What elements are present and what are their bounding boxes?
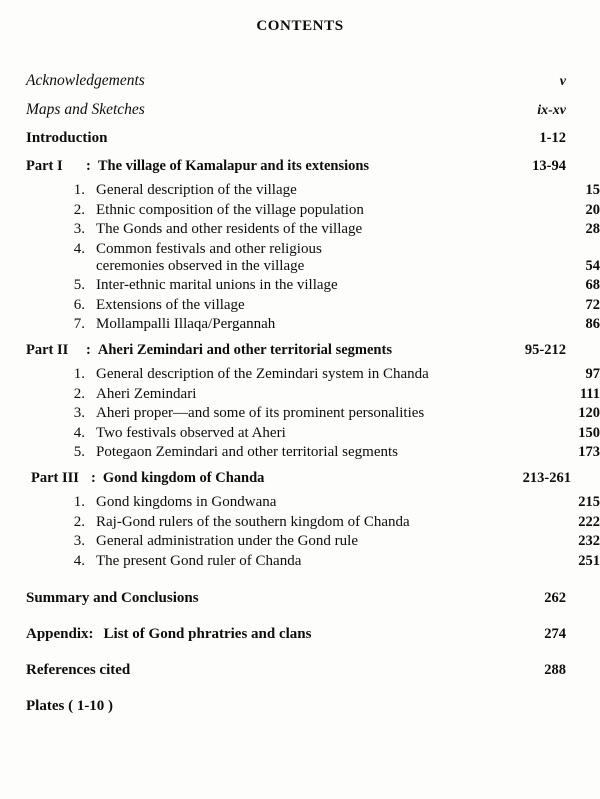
toc-item-title: General description of the village bbox=[96, 182, 297, 198]
toc-item-title: The present Gond ruler of Chanda bbox=[96, 552, 302, 569]
toc-item-number: 3. bbox=[73, 533, 85, 549]
toc-item-label bbox=[60, 241, 586, 275]
toc-item[interactable] bbox=[26, 221, 600, 238]
toc-item-label bbox=[60, 405, 578, 422]
toc-item-label bbox=[60, 444, 578, 461]
toc-item-label bbox=[60, 386, 580, 403]
toc-item-number: 1. bbox=[73, 366, 85, 382]
toc-item-title: Aheri proper—and some of its prominent personalities bbox=[96, 405, 425, 421]
toc-item-page: 222 bbox=[578, 513, 600, 530]
toc-item-number: 6. bbox=[73, 296, 85, 313]
toc-item-title-line1: Common festivals and other religious bbox=[96, 240, 322, 257]
toc-part-label bbox=[26, 342, 525, 359]
toc-item[interactable] bbox=[26, 182, 600, 199]
toc-item-page: 215 bbox=[578, 494, 600, 510]
toc-item-number: 7. bbox=[73, 316, 85, 332]
toc-item-label bbox=[60, 514, 578, 531]
toc-item-title: General administration under the Gond rule bbox=[96, 533, 359, 549]
toc-part-colon: : bbox=[86, 158, 91, 174]
toc-item-title: Potegaon Zemindari and other territorial segments bbox=[96, 444, 398, 460]
toc-item-page: 28 bbox=[585, 221, 600, 237]
toc-entry-label: Introduction bbox=[26, 130, 108, 146]
toc-entry-page: 262 bbox=[544, 590, 566, 606]
toc-item-title: Raj-Gond rulers of the southern kingdom of Chanda bbox=[96, 513, 410, 530]
toc-item-number: 5. bbox=[73, 444, 85, 460]
toc-entry-page: 1-12 bbox=[539, 130, 566, 146]
toc-item-number: 1. bbox=[73, 494, 85, 510]
toc-entry-label: Summary and Conclusions bbox=[26, 590, 199, 606]
toc-item-title: General description of the Zemindari system in Chanda bbox=[96, 366, 429, 382]
toc-item[interactable] bbox=[26, 277, 600, 294]
toc-item-title: Two festivals observed at Aheri bbox=[96, 424, 286, 441]
toc-part-heading-2[interactable] bbox=[26, 342, 566, 359]
toc-item-page: 120 bbox=[578, 405, 600, 421]
toc-item-label bbox=[60, 494, 578, 511]
toc-entry-appendix[interactable] bbox=[26, 626, 566, 643]
appendix-title: List of Gond phratries and clans bbox=[103, 626, 312, 642]
toc-item-label bbox=[60, 553, 578, 570]
toc-item-label bbox=[60, 533, 578, 550]
toc-item[interactable] bbox=[26, 202, 600, 219]
toc-item-number: 2. bbox=[73, 513, 85, 530]
toc-entry-label bbox=[26, 626, 544, 643]
toc-item-page: 251 bbox=[578, 552, 600, 569]
toc-item-number: 2. bbox=[73, 385, 85, 402]
toc-entry-maps-and-sketches[interactable] bbox=[26, 101, 566, 119]
toc-item-title: Mollampalli Illaqa/Pergannah bbox=[96, 316, 276, 332]
toc-item[interactable] bbox=[26, 553, 600, 570]
toc-item-label bbox=[60, 316, 586, 333]
toc-entry-page: v bbox=[559, 74, 566, 89]
toc-entry-acknowledgements[interactable] bbox=[26, 72, 566, 90]
toc-item-page: 232 bbox=[578, 533, 600, 549]
toc-item-page: 54 bbox=[585, 257, 600, 274]
toc-part-title: The village of Kamalapur and its extensions bbox=[97, 158, 370, 174]
appendix-name: Appendix bbox=[26, 626, 89, 642]
toc-item[interactable] bbox=[26, 386, 600, 403]
toc-item-page: 97 bbox=[585, 366, 600, 382]
toc-item-title: Ethnic composition of the village population bbox=[96, 201, 364, 218]
toc-entry-references[interactable] bbox=[26, 662, 566, 679]
toc-item-number: 3. bbox=[73, 405, 85, 421]
toc-part-colon: : bbox=[86, 342, 91, 358]
toc-entry-label: Plates ( 1-10 ) bbox=[26, 698, 114, 714]
toc-item-page: 150 bbox=[578, 424, 600, 441]
toc-item-label bbox=[60, 277, 586, 294]
toc-entry-page: 288 bbox=[544, 662, 566, 678]
toc-item-title: Inter-ethnic marital unions in the village bbox=[96, 277, 338, 293]
toc-item-number: 4. bbox=[73, 552, 85, 569]
toc-item-number: 5. bbox=[73, 277, 85, 293]
toc-item-page: 15 bbox=[585, 182, 600, 198]
toc-part-heading-3[interactable] bbox=[31, 470, 571, 487]
toc-item-number: 2. bbox=[73, 201, 85, 218]
toc-item-title: The Gonds and other residents of the village bbox=[96, 221, 363, 237]
toc-item[interactable] bbox=[26, 444, 600, 461]
toc-part-label bbox=[31, 470, 523, 487]
toc-item[interactable] bbox=[26, 533, 600, 550]
toc-item-number: 4. bbox=[73, 240, 85, 257]
toc-item-label bbox=[60, 297, 586, 314]
toc-entry-label: Acknowledgements bbox=[26, 72, 145, 89]
toc-item-label bbox=[60, 366, 586, 383]
toc-item-label bbox=[60, 221, 586, 238]
toc-part-name: Part III bbox=[31, 470, 79, 486]
spacer bbox=[26, 572, 566, 590]
toc-item-page: 86 bbox=[585, 316, 600, 332]
toc-item-page: 173 bbox=[578, 444, 600, 460]
toc-part-label bbox=[26, 158, 532, 175]
toc-part-title: Gond kingdom of Chanda bbox=[102, 470, 265, 486]
toc-item-title-wrapped bbox=[96, 241, 322, 275]
toc-item[interactable] bbox=[26, 316, 600, 333]
toc-item-title: Aheri Zemindari bbox=[96, 385, 197, 402]
page-title: CONTENTS bbox=[256, 18, 344, 34]
toc-item-page: 68 bbox=[585, 277, 600, 293]
toc-item-label bbox=[60, 182, 586, 199]
toc-part-heading-1[interactable] bbox=[26, 158, 566, 175]
toc-item[interactable] bbox=[26, 425, 600, 442]
toc-entry-summary[interactable] bbox=[26, 590, 566, 607]
toc-item-page: 72 bbox=[585, 296, 600, 313]
toc-part-title: Aheri Zemindari and other territorial segments bbox=[97, 342, 392, 358]
toc-entry-label: Maps and Sketches bbox=[26, 101, 145, 118]
toc-item-title-line2: ceremonies observed in the village bbox=[96, 257, 305, 274]
toc-part-name: Part II bbox=[26, 342, 69, 358]
toc-part-page: 13-94 bbox=[532, 158, 566, 174]
toc-item[interactable] bbox=[26, 405, 600, 422]
toc-item-label bbox=[60, 425, 578, 442]
toc-item-number: 4. bbox=[73, 424, 85, 441]
toc-item[interactable] bbox=[26, 494, 600, 511]
toc-item-title: Extensions of the village bbox=[96, 296, 245, 313]
appendix-colon: : bbox=[88, 626, 94, 642]
toc-part-page: 95-212 bbox=[524, 342, 566, 358]
toc-entry-plates[interactable] bbox=[26, 698, 566, 715]
toc-item-title: Gond kingdoms in Gondwana bbox=[96, 494, 277, 510]
toc-item[interactable] bbox=[26, 514, 600, 531]
toc-item[interactable] bbox=[26, 241, 600, 275]
toc-item-page: 20 bbox=[585, 201, 600, 218]
toc-item[interactable] bbox=[26, 366, 600, 383]
toc-item-page: 111 bbox=[579, 385, 600, 402]
toc-entry-page: 274 bbox=[544, 626, 566, 642]
toc-item-number: 1. bbox=[73, 182, 85, 198]
toc-item-label bbox=[60, 202, 586, 219]
toc-entry-label: References cited bbox=[26, 662, 131, 678]
toc-part-colon: : bbox=[91, 470, 96, 486]
toc-item-number: 3. bbox=[73, 221, 85, 237]
toc-part-name: Part I bbox=[26, 158, 63, 174]
toc-entry-introduction[interactable] bbox=[26, 130, 566, 147]
toc-entry-page: ix-xv bbox=[537, 103, 566, 118]
toc-part-page: 213-261 bbox=[522, 470, 571, 486]
table-of-contents bbox=[26, 72, 600, 734]
toc-item[interactable] bbox=[26, 297, 600, 314]
